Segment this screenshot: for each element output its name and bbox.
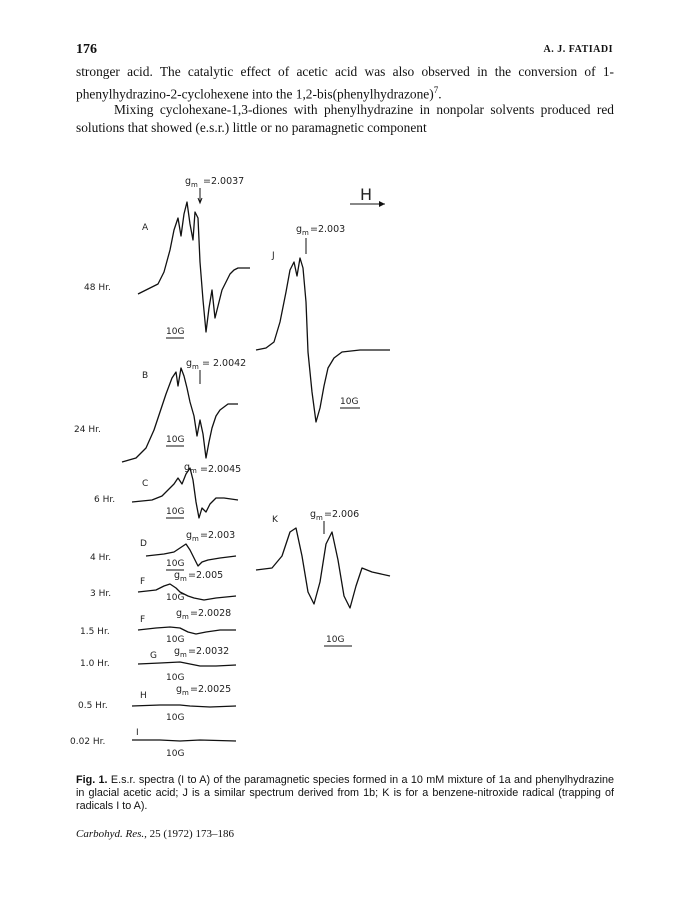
spectrum-B-scale: 10G xyxy=(166,435,185,445)
spectrum-K-g-symbol: $g_m$ xyxy=(310,509,323,522)
spectrum-G-g-symbol: $g_m$ xyxy=(174,646,187,659)
spectrum-B-time: 24 Hr. xyxy=(74,425,101,435)
spectrum-K-scale: 10G xyxy=(326,635,345,645)
spectrum-B-g-symbol: $g_m$ xyxy=(186,358,199,371)
spectrum-H-g-symbol: $g_m$ xyxy=(176,684,189,697)
spectrum-C-g: =2.0045 xyxy=(200,464,242,475)
spectrum-A-letter: A xyxy=(142,223,149,233)
journal-volume-pages: 25 (1972) 173–186 xyxy=(146,828,234,840)
journal-citation xyxy=(76,828,234,840)
spectrum-C-scale: 10G xyxy=(166,507,185,517)
spectrum-G-time: 1.0 Hr. xyxy=(80,659,110,669)
spectrum-D-trace xyxy=(146,544,236,566)
field-label: H xyxy=(360,185,373,204)
esr-figure xyxy=(60,172,640,772)
spectrum-A-trace xyxy=(138,202,250,332)
spectrum-B-letter: B xyxy=(142,371,149,381)
field-arrow-head xyxy=(379,201,385,207)
spectrum-J-trace xyxy=(256,258,390,422)
spectrum-A-g-symbol: $g_m$ xyxy=(185,176,198,189)
spectrum-G-letter: G xyxy=(150,651,157,661)
spectrum-F3-g: =2.005 xyxy=(188,570,224,581)
spectrum-F3-time: 3 Hr. xyxy=(90,589,112,599)
spectrum-D-time: 4 Hr. xyxy=(90,553,112,563)
spectrum-K-g: =2.006 xyxy=(324,509,360,520)
spectrum-C-g-symbol: $g_m$ xyxy=(184,462,197,475)
spectrum-G-trace xyxy=(138,662,236,666)
spectrum-I-scale: 10G xyxy=(166,749,185,759)
spectrum-A-g: =2.0037 xyxy=(203,176,245,187)
spectrum-K-trace xyxy=(256,528,390,608)
spectrum-G-g: =2.0032 xyxy=(188,646,230,657)
caption-text: E.s.r. spectra (I to A) of the paramagnetic species formed in a 10 mM mixture of 1a and phenylhydrazine in glacial acetic acid; J is a similar spectrum derived from 1b; K is for a benzene-nitroxide radical (trapping of radicals I to A). xyxy=(76,774,614,812)
spectrum-J-letter: J xyxy=(272,251,275,261)
spectrum-B-g: = 2.0042 xyxy=(202,358,247,369)
spectrum-F15-time: 1.5 Hr. xyxy=(80,627,110,637)
spectrum-J-scale: 10G xyxy=(340,397,359,407)
spectrum-J-g: =2.003 xyxy=(310,224,346,235)
paragraph-1-end: . xyxy=(438,86,442,102)
page-number: 176 xyxy=(76,42,97,57)
spectrum-F15-g: =2.0028 xyxy=(190,608,232,619)
running-author: A. J. FATIADI xyxy=(543,44,613,55)
spectrum-H-letter: H xyxy=(140,691,147,701)
caption-label: Fig. 1. xyxy=(76,774,108,786)
spectrum-F3-letter: F xyxy=(140,577,146,587)
spectrum-H-time: 0.5 Hr. xyxy=(78,701,108,711)
spectrum-F3-trace xyxy=(138,584,236,600)
paragraph-1 xyxy=(76,63,614,103)
spectrum-D-letter: D xyxy=(140,539,147,549)
spectrum-F15-letter: F xyxy=(140,615,146,625)
spectrum-H-g: =2.0025 xyxy=(190,684,232,695)
spectrum-D-scale: 10G xyxy=(166,559,185,569)
spectrum-C-trace xyxy=(132,468,238,518)
spectrum-C-time: 6 Hr. xyxy=(94,495,116,505)
paragraph-2: Mixing cyclohexane-1,3-diones with phenylhydrazine in nonpolar solvents produced red solutions that showed (e.s.r.) little or no paramagnetic component xyxy=(76,102,614,135)
spectrum-F15-trace xyxy=(138,627,236,634)
spectrum-A-scale: 10G xyxy=(166,327,185,337)
spectrum-J-g-symbol: $g_m$ xyxy=(296,224,309,237)
spectrum-F15-scale: 10G xyxy=(166,635,185,645)
spectrum-F15-g-symbol: $g_m$ xyxy=(176,608,189,621)
spectrum-F3-scale: 10G xyxy=(166,593,185,603)
spectrum-A-time: 48 Hr. xyxy=(84,283,111,293)
spectrum-F3-g-symbol: $g_m$ xyxy=(174,570,187,583)
spectrum-I-trace xyxy=(132,740,236,741)
spectrum-K-letter: K xyxy=(272,515,278,525)
journal-name: Carbohyd. Res., xyxy=(76,828,147,840)
spectrum-H-trace xyxy=(132,705,236,707)
paragraph-1-text: stronger acid. The catalytic effect of acetic acid was also observed in the conversion of 1-phenylhydrazino-2-cyclohexene into the 1,2-bis(phenylhydrazone) xyxy=(76,64,614,102)
spectrum-G-scale: 10G xyxy=(166,673,185,683)
spectrum-I-time: 0.02 Hr. xyxy=(70,737,106,747)
spectrum-D-g-symbol: $g_m$ xyxy=(186,530,199,543)
spectrum-C-letter: C xyxy=(142,479,149,489)
spectrum-D-g: =2.003 xyxy=(200,530,236,541)
spectrum-H-scale: 10G xyxy=(166,713,185,723)
spectrum-I-letter: I xyxy=(136,728,139,738)
spectrum-B-trace xyxy=(122,368,238,462)
reference-7: 7 xyxy=(433,85,439,95)
figure-caption xyxy=(76,774,614,813)
esr-spectra-svg xyxy=(60,172,640,772)
